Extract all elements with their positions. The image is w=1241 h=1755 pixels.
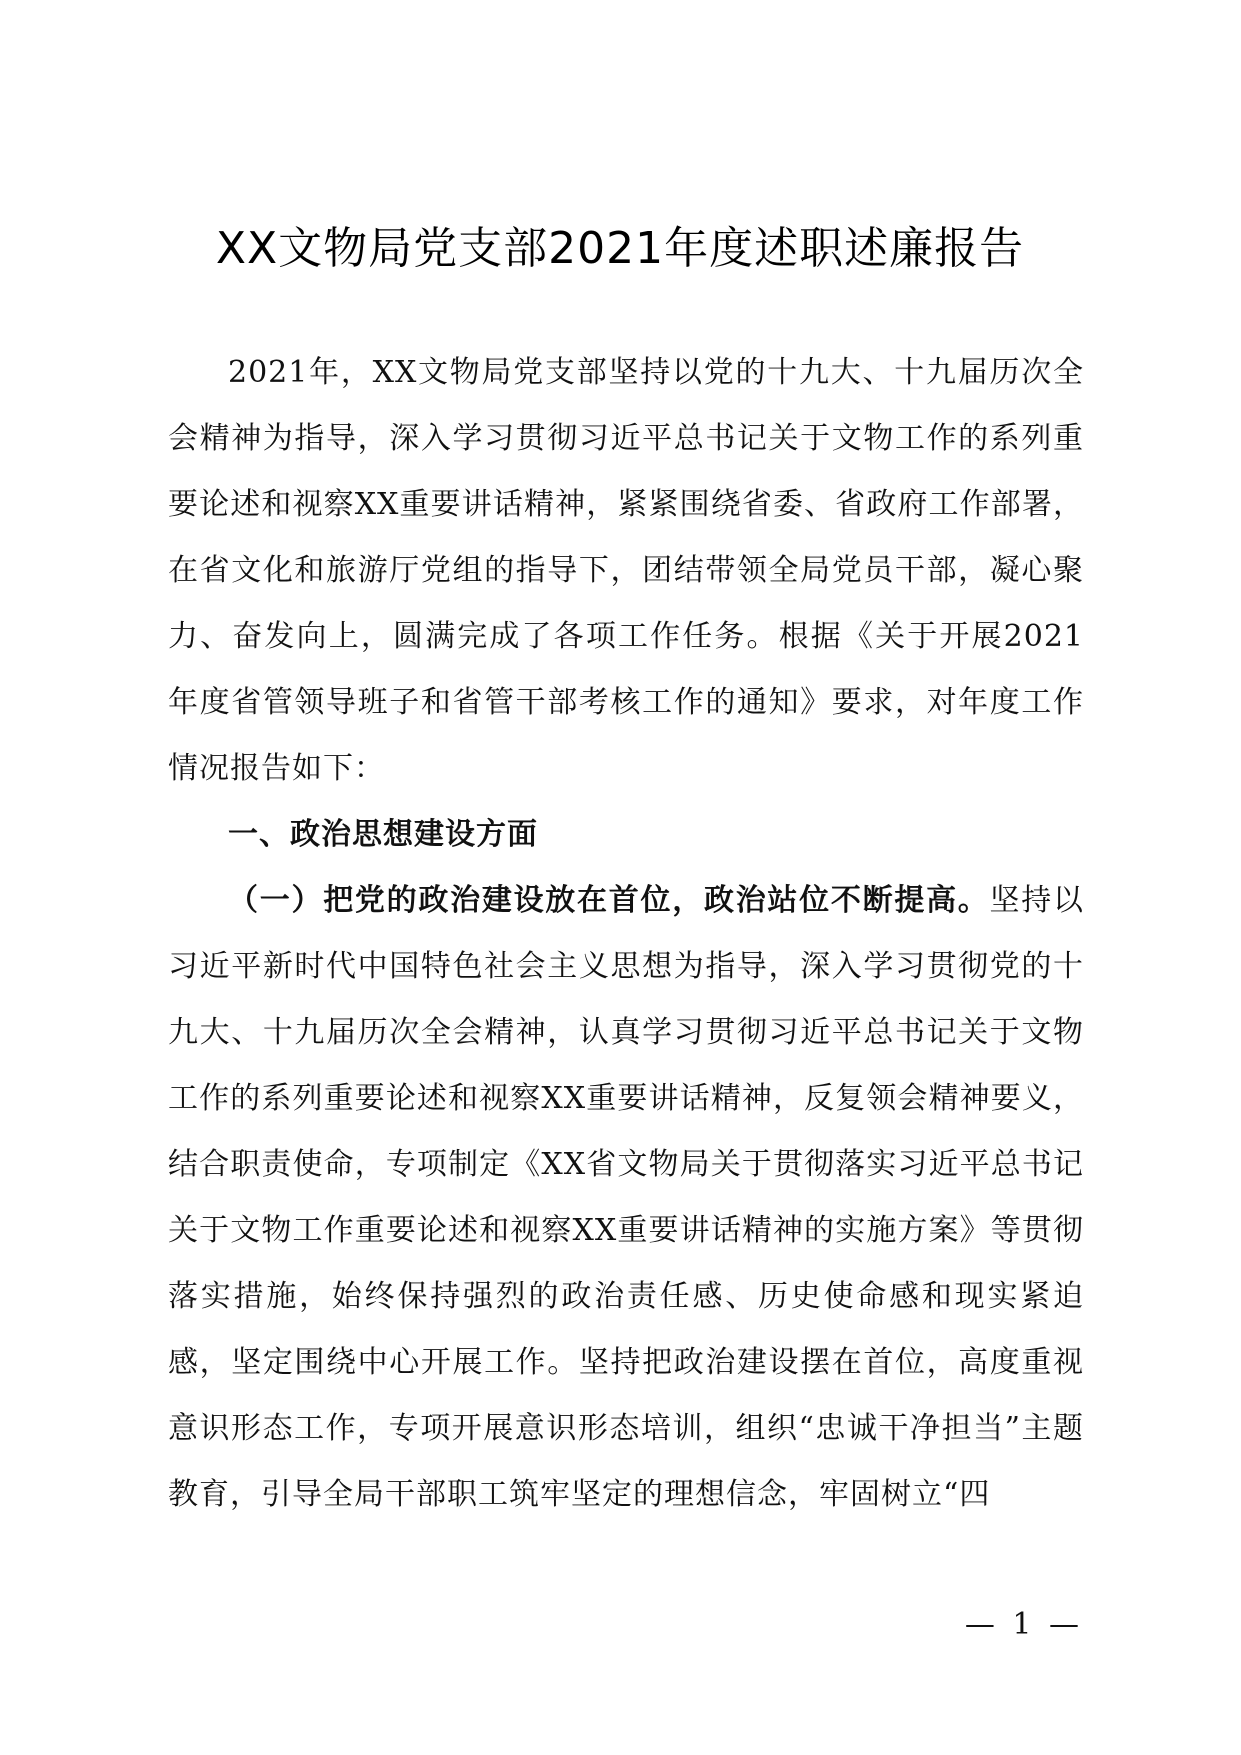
document-title: XX文物局党支部2021年度述职述廉报告 xyxy=(215,223,1025,274)
subsection-paragraph xyxy=(168,868,1084,1528)
intro-paragraph: 2021年，XX文物局党支部坚持以党的十九大、十九届历次全会精神为指导，深入学习贯彻习近平总书记关于文物工作的系列重要论述和视察XX重要讲话精神，紧紧围绕省委、省政府工作部署，在省文化和旅游厅党组的指导下，团结带领全局党员干部，凝心聚力、奋发向上，圆满完成了各项工作任务。根据《关于开展2021年度省管领导班子和省管干部考核工作的通知》要求，对年度工作情况报告如下： xyxy=(168,355,1084,786)
subsection-heading: （一）把党的政治建设放在首位，政治站位不断提高。 xyxy=(228,883,990,918)
section-heading-political-thought: 一、政治思想建设方面 xyxy=(228,817,538,852)
page-number: — 1 — xyxy=(964,1607,1083,1642)
document-body xyxy=(168,340,1084,1528)
subsection-body: 坚持以习近平新时代中国特色社会主义思想为指导，深入学习贯彻党的十九大、十九届历次全会精神，认真学习贯彻习近平总书记关于文物工作的系列重要论述和视察XX重要讲话精神，反复领会精神要义，结合职责使命，专项制定《XX省文物局关于贯彻落实习近平总书记关于文物工作重要论述和视察XX重要讲话精神的实施方案》等贯彻落实措施，始终保持强烈的政治责任感、历史使命感和现实紧迫感，坚定围绕中心开展工作。坚持把政治建设摆在首位，高度重视意识形态工作，专项开展意识形态培训，组织“忠诚干净担当”主题教育，引导全局干部职工筑牢坚定的理想信念，牢固树立“四 xyxy=(168,883,1085,1512)
